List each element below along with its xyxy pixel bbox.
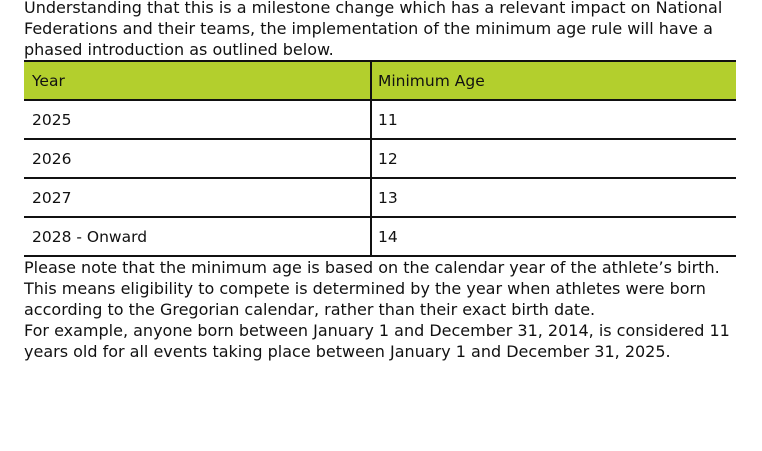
intro-paragraph: Understanding that this is a milestone change which has a relevant impact on National Federations and their teams, the implementation of the minimum age rule will have a phased introduction as outlined below.	[24, 0, 723, 59]
table-row	[24, 217, 736, 256]
cell-year: 2026	[24, 139, 371, 178]
cell-year: 2025	[24, 100, 371, 139]
document-body	[24, 0, 736, 362]
cell-minimum-age: 11	[371, 100, 736, 139]
table-header-row	[24, 61, 736, 100]
cell-year: 2027	[24, 178, 371, 217]
example-paragraph: For example, anyone born between January 1 and December 31, 2014, is considered 11 years old for all events taking place between January 1 and December 31, 2025.	[24, 321, 730, 361]
minimum-age-table	[24, 60, 736, 257]
header-year: Year	[24, 61, 371, 100]
note-paragraph: Please note that the minimum age is based on the calendar year of the athlete’s birth. This means eligibility to compete is determined by the year when athletes were born according to the Gregorian calendar, rather than their exact birth date.	[24, 258, 720, 319]
table-row	[24, 139, 736, 178]
table-row	[24, 100, 736, 139]
cell-minimum-age: 14	[371, 217, 736, 256]
header-minimum-age: Minimum Age	[371, 61, 736, 100]
table-row	[24, 178, 736, 217]
cell-year: 2028 - Onward	[24, 217, 371, 256]
cell-minimum-age: 13	[371, 178, 736, 217]
cell-minimum-age: 12	[371, 139, 736, 178]
